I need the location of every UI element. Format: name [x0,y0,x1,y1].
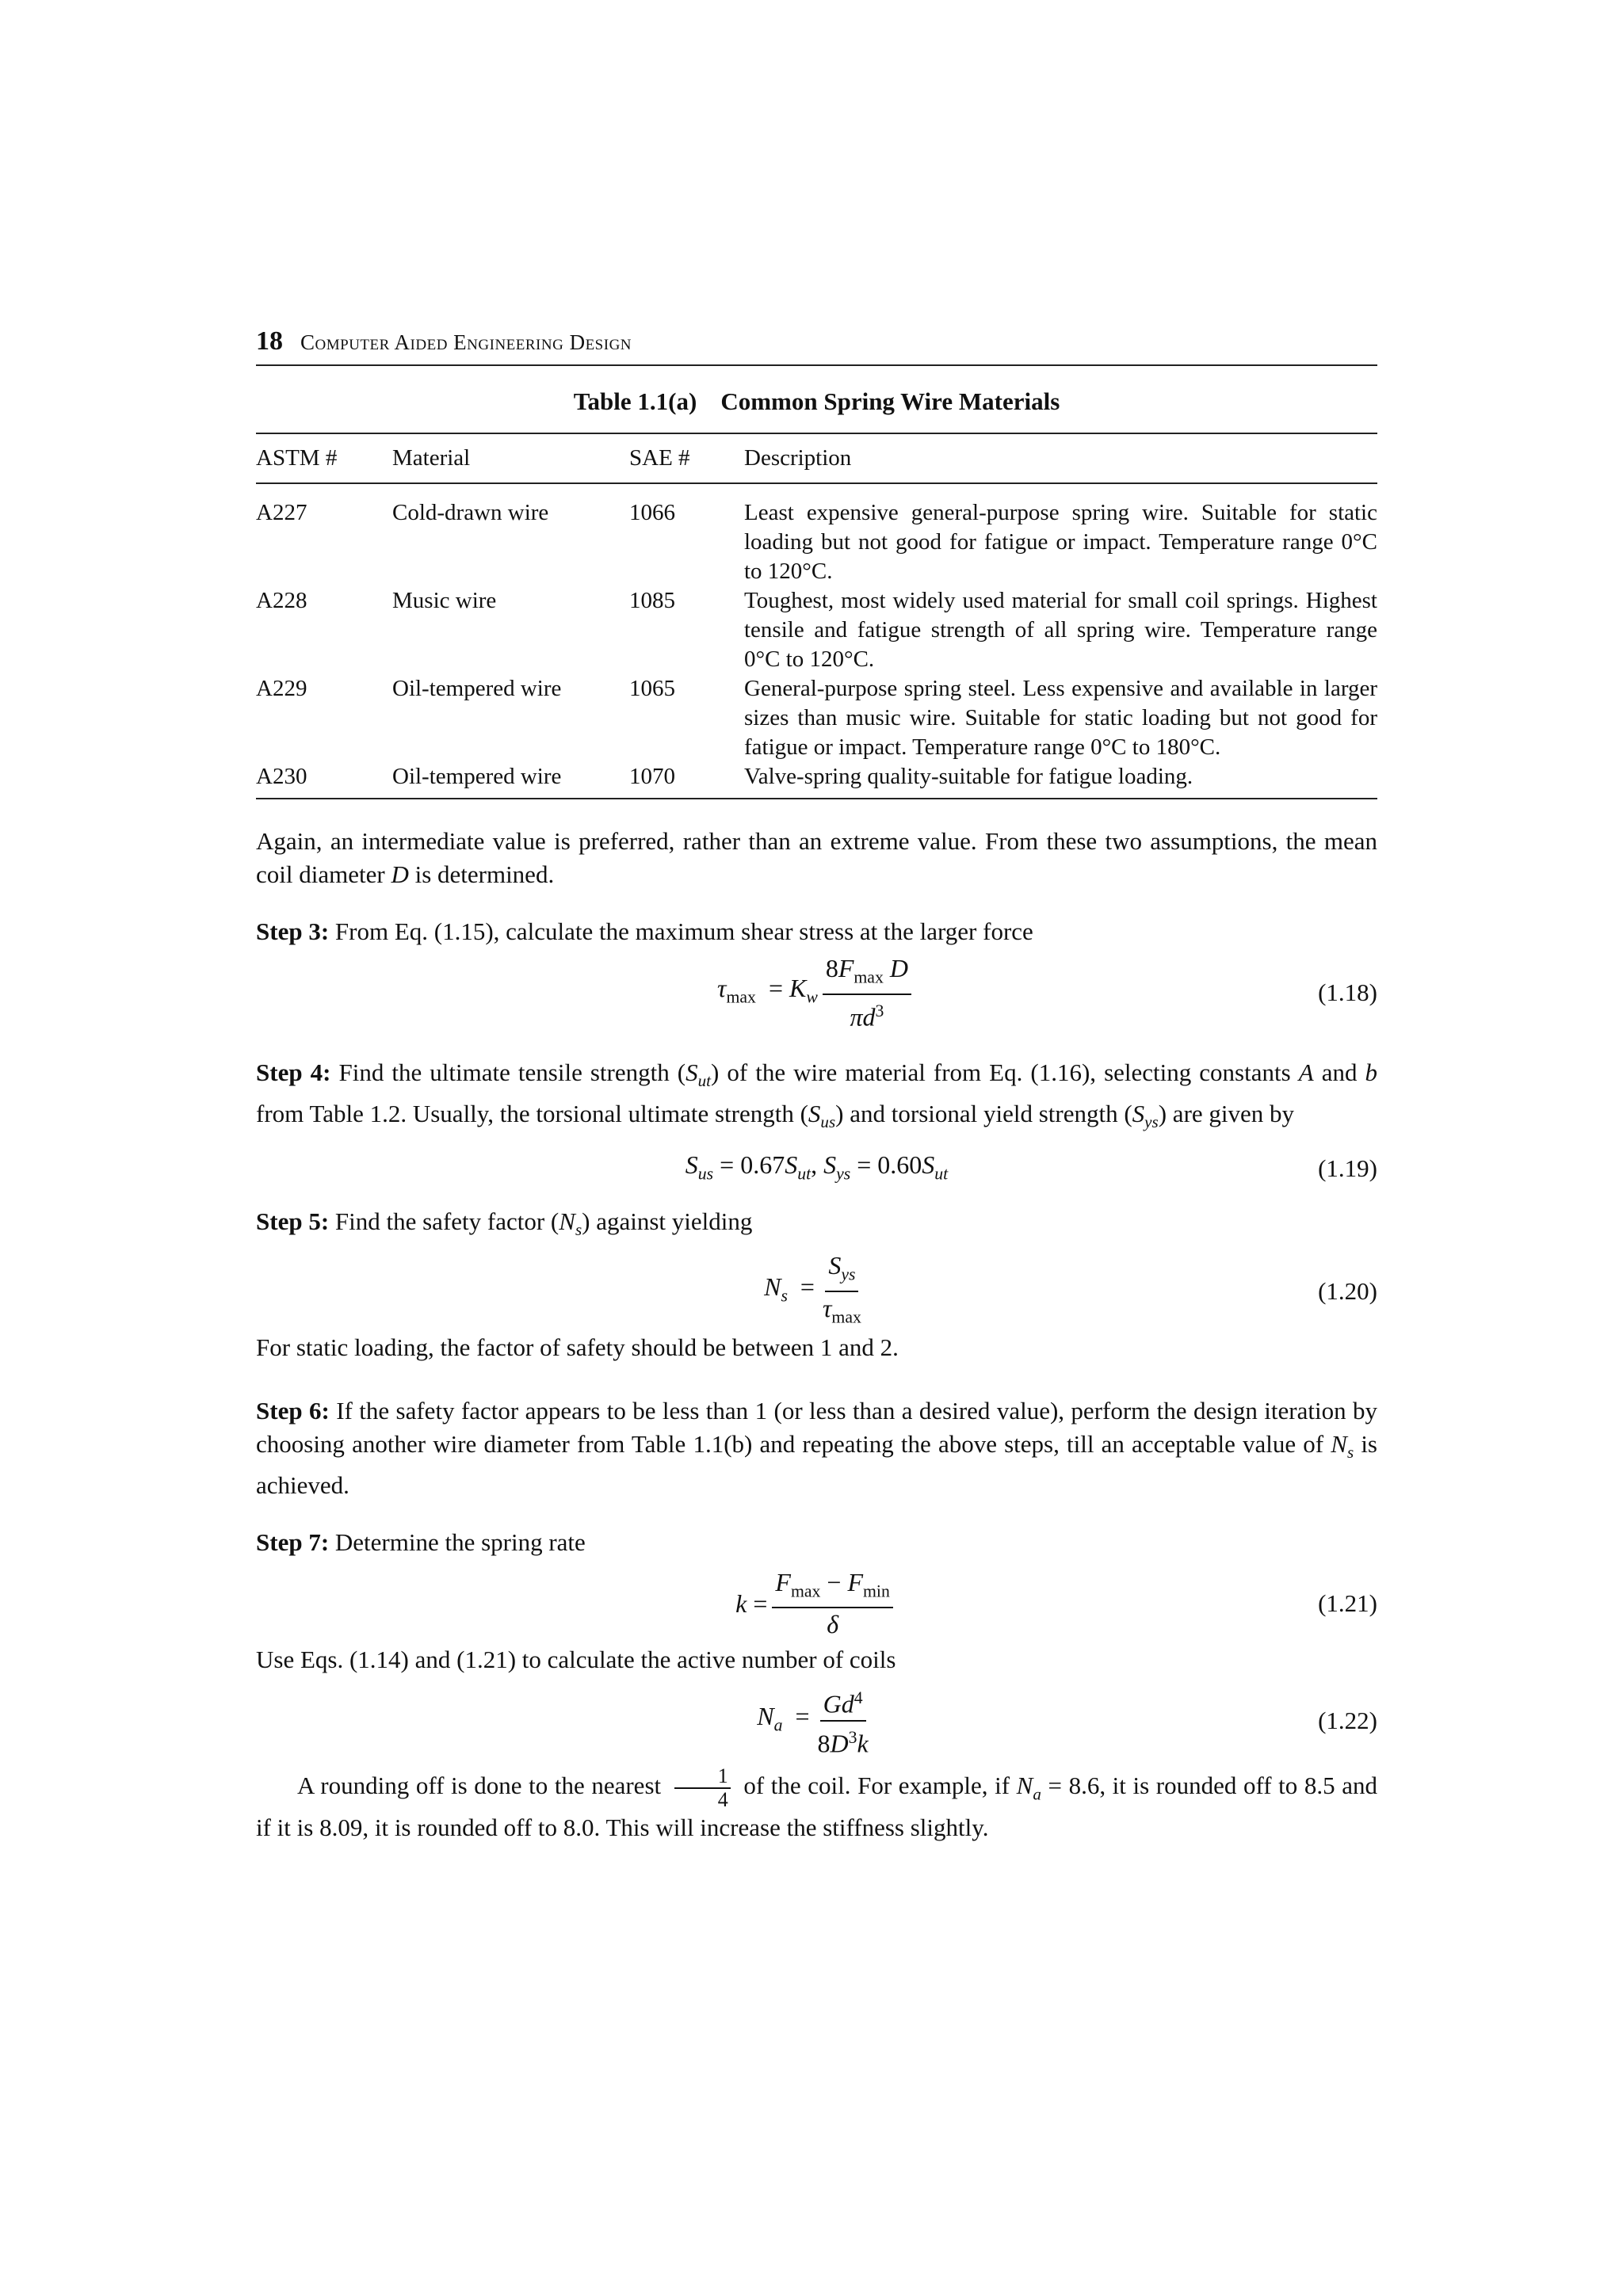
table-row [256,483,1377,586]
cell-sae: 1066 [629,500,675,525]
column-header-material: Material [392,445,471,471]
equation-number: (1.18) [1318,978,1377,1006]
paragraph-use-eqs: Use Eqs. (1.14) and (1.21) to calculate the active number of coils [256,1645,896,1673]
table-header-row [256,433,1377,483]
table-row [256,674,1377,762]
cell-sae: 1070 [629,764,675,789]
paragraph-static-loading: For static loading, the factor of safety should be between 1 and 2. [256,1333,899,1361]
cell-sae: 1065 [629,676,675,701]
cell-sae: 1085 [629,588,675,613]
equation-number: (1.21) [1318,1589,1377,1617]
cell-material: Oil-tempered wire [392,764,562,789]
equation-1-22: $N_a$ = $\frac{Gd^4}{8D^3k}$ (1.22) [256,1681,1377,1760]
table-caption-title: Common Spring Wire Materials [720,387,1060,415]
cell-astm: A229 [256,676,307,701]
cell-description: General-purpose spring steel. Less expensive and available in larger sizes than music wire. Suitable for static loading but not good for fatigue or impact. Temperature range 0°C to 180°C. [744,676,1377,760]
cell-material: Cold-drawn wire [392,500,549,525]
step-7: Step 7: Determine the spring rate [256,1527,586,1556]
spring-materials-table [256,433,1377,799]
table-caption-number: Table 1.1(a) [573,387,697,415]
table-caption [256,385,1377,418]
equation-1-20: $N_s$ = $\frac{S_{ys}}{\tau_{max}}$ (1.20) [764,1251,1377,1326]
document-page [256,325,1377,1844]
book-title: Computer Aided Engineering Design [300,330,632,354]
cell-description: Valve-spring quality-suitable for fatigue loading. [744,764,1193,789]
cell-astm: A228 [256,588,307,613]
paragraph-rounding: A rounding off is done to the nearest $\frac{1}{4}$ of the coil. For example, if $N_a = 8.6$, it is rounded off to 8.5 and if it is 8.09, it is rounded off to 8.0. This will increase the stiffness slightly. [256,1764,1377,1841]
table-row [256,762,1377,799]
equation-1-21: k = $\frac{F_{max} - F_{min}}{\delta}$ (1.21) [735,1568,1377,1639]
running-head [256,325,1377,366]
step-3: Step 3: From Eq. (1.15), calculate the maximum shear stress at the larger force [256,917,1033,945]
page-number: 18 [256,326,283,356]
cell-material: Music wire [392,588,497,613]
equation-1-19: $S_{us} = 0.67S_{ut}$, $S_{ys} = 0.60S_{ut}$ (1.19) [256,1143,1377,1194]
column-header-description: Description [744,445,852,471]
cell-astm: A230 [256,764,307,789]
cell-description: Least expensive general-purpose spring wire. Suitable for static loading but not good for fatigue or impact. Temperature range 0°C to 120°C. [744,500,1377,584]
step-5: Step 5: Find the safety factor $(N_s)$ against yielding [256,1207,753,1240]
equation-number: (1.19) [1318,1154,1377,1183]
column-header-astm: ASTM # [256,445,338,471]
fraction-one-quarter: $\frac{1}{4}$ [674,1765,731,1811]
table-row [256,586,1377,674]
cell-astm: A227 [256,500,307,525]
step-6: Step 6: If the safety factor appears to be less than 1 (or less than a desired value), perform the design iteration by choosing another wire diameter from Table 1.1(b) and repeating the above steps, till an acceptable value of $N_s$ is achieved. [256,1396,1377,1499]
equation-number: (1.20) [1318,1276,1377,1305]
column-header-sae: SAE # [629,445,690,471]
paragraph-intermediate-value: Again, an intermediate value is preferred, rather than an extreme value. From these two assumptions, the mean coil diameter D is determined. [256,827,1377,888]
equation-number: (1.22) [1318,1706,1377,1734]
cell-material: Oil-tempered wire [392,676,562,701]
cell-description: Toughest, most widely used material for small coil springs. Highest tensile and fatigue strength of all spring wire. Temperature range 0°C to 120°C. [744,588,1377,672]
step-4: Step 4: Find the ultimate tensile strength $(S_{ut})$ of the wire material from Eq. (1.16), selecting constants A and b from Table 1.2. Usually, the torsional ultimate strength $(S_{us})$ and torsional yield strength $(S_{ys})$ are given by [256,1058,1377,1132]
equation-1-18: $\tau_{max} = K_w$ $\frac{8F_{max} D}{\pi d^3}$ (1.18) [717,954,1377,1032]
